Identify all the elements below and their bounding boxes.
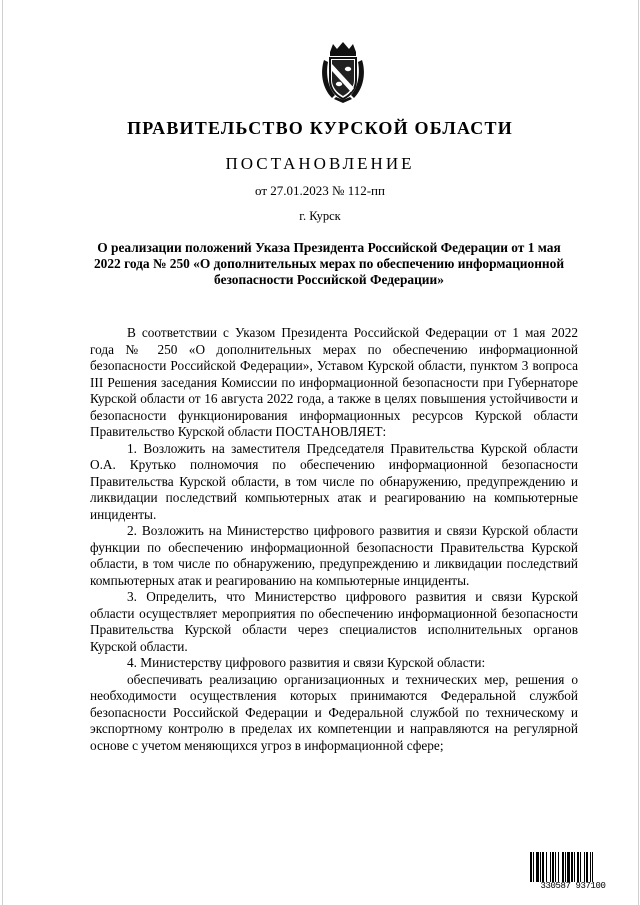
barcode-bar [546,852,547,882]
barcode-bar [536,852,539,882]
barcode-icon [529,852,617,882]
document-barcode [529,852,617,892]
document-type: ПОСТАНОВЛЕНИЕ [225,154,415,173]
barcode-bar [571,852,573,882]
barcode-bar [577,852,579,882]
barcode-bar [562,852,564,882]
clause-2: 2. Возложить на Министерство цифрового развития и связи Курской области функции по обеспечению информационной безопасности Правительства Курской области, в том числе по обнаружению, предупреждению и ликвидации последствий компьютерных атак и реагированию на компьютерные инциденты. [90,523,578,588]
barcode-bar [552,852,554,882]
coat-of-arms-icon [318,42,368,104]
barcode-bar [550,852,551,882]
document-city: г. Курск [299,209,341,223]
barcode-bar [555,852,556,882]
barcode-bar [586,852,588,882]
barcode-bar [592,852,593,882]
document-date-number: от 27.01.2023 № 112-пп [255,183,385,198]
barcode-number: 330587 937100 [540,881,606,891]
organization-title: ПРАВИТЕЛЬСТВО КУРСКОЙ ОБЛАСТИ [127,118,513,138]
barcode-bar [584,852,585,882]
barcode-bar [580,852,581,882]
barcode-bar [567,852,570,882]
barcode-bar [542,852,544,882]
clause-4: 4. Министерству цифрового развития и связи Курской области: [127,655,486,670]
barcode-bar [565,852,566,882]
barcode-bar [533,852,534,882]
clause-1: 1. Возложить на заместителя Председателя Правительства Курской области О.А. Крутько полномочия по обеспечению информационной безопасности Правительства Курской области, в том числе по обнаружению, предупреждению и ликвидации последствий компьютерных атак и реагированию на компьютерные инциденты. [90,440,578,522]
barcode-bar [540,852,541,882]
barcode-bar [530,852,532,882]
barcode-bar [590,852,591,882]
barcode-bar [574,852,575,882]
document-body [90,325,578,754]
clause-3: 3. Определить, что Министерство цифрового развития и связи Курской области осуществляет мероприятия по обеспечению информационной безопасности Правительства Курской области через специалистов исполнительных органов Курской области. [90,589,578,654]
clause-4-subitem: обеспечивать реализацию организационных и технических мер, решения о необходимости осуществления которых принимаются Федеральной службой безопасности Российской Федерации и Федеральной службой по техническому и экспортному контролю в пределах их компетенции и направляются на регулярной основе с учетом меняющихся угроз в информационной сфере; [90,671,578,753]
preamble-paragraph: В соответствии с Указом Президента Российской Федерации от 1 мая 2022 года № 250 «О дополнительных мерах по обеспечению информационной безопасности Российской Федерации», Уставом Курской области, пунктом 3 вопроса III Решения заседания Комиссии по информационной безопасности при Губернаторе Курской области от 16 августа 2022 года, а также в целях повышения устойчивости и безопасности функционирования информационных ресурсов Курской области Правительство Курской области ПОСТАНОВЛЯЕТ: [90,325,578,439]
barcode-bar [558,852,559,882]
document-heading: О реализации положений Указа Президента Российской Федерации от 1 мая 2022 года № 250 «О дополнительных мерах по обеспечению информационной безопасности Российской Федерации» [93,240,565,287]
